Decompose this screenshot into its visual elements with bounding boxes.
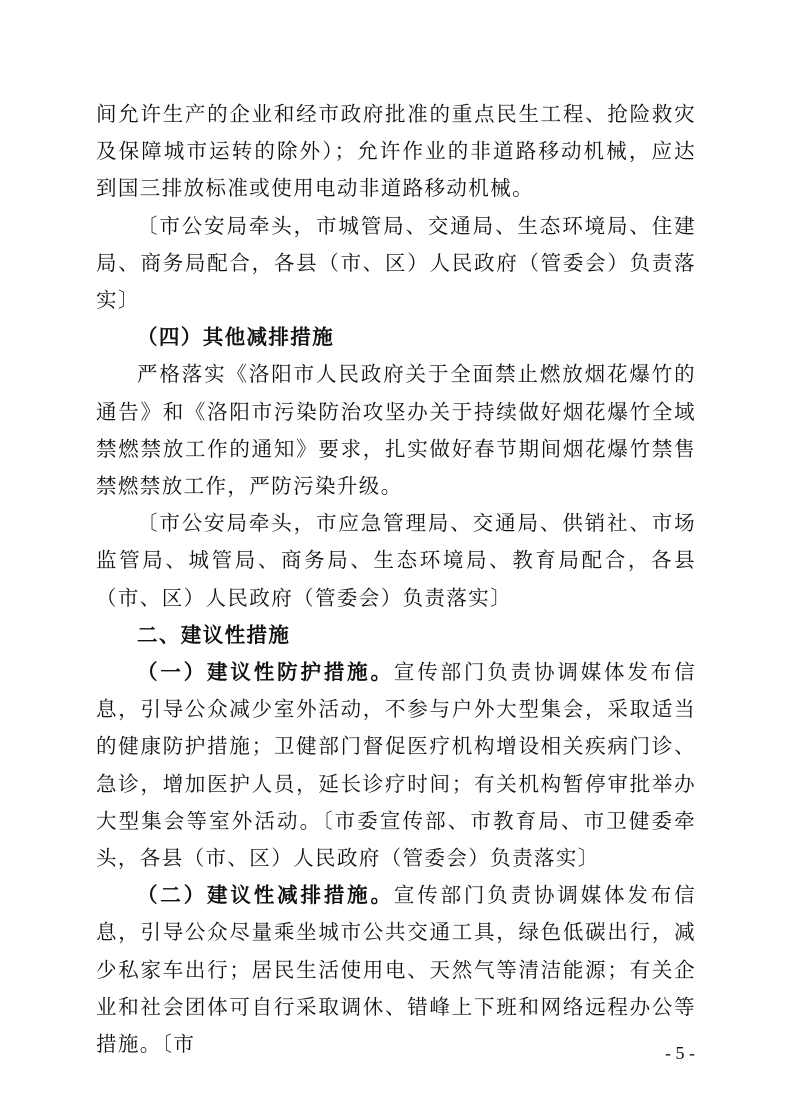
advisory-protection-lead: （一）建议性防护措施。 [137,660,394,685]
document-body [96,96,696,1063]
advisory-reduction-text: 宣传部门负责协调媒体发布信息，引导公众尽量乘坐城市公共交通工具，绿色低碳出行，减少私家车出行；居民生活使用电、天然气等清洁能源；有关企业和社会团体可自行采取调休、错峰上下班和网络远程办公等措施。〔市 [96,883,696,1057]
paragraph-advisory-reduction [96,877,696,1063]
paragraph-continuation: 间允许生产的企业和经市政府批准的重点民生工程、抢险救灾及保障城市运转的除外）；允许作业的非道路移动机械，应达到国三排放标准或使用电动非道路移动机械。 [96,102,696,201]
paragraph-responsibility-2: 〔市公安局牵头，市应急管理局、交通局、供销社、市场监管局、城管局、商务局、生态环境局、教育局配合，各县（市、区）人民政府（管委会）负责落实〕 [96,511,696,610]
paragraph-advisory-protection [96,654,696,877]
advisory-protection-text: 宣传部门负责协调媒体发布信息，引导公众减少室外活动，不参与户外大型集会，采取适当的健康防护措施；卫健部门督促医疗机构增设相关疾病门诊、急诊，增加医护人员，延长诊疗时间；有关机构暂停审批举办大型集会等室外活动。〔市委宣传部、市教育局、市卫健委牵头，各县（市、区）人民政府（管委会）负责落实〕 [96,660,696,871]
section-heading-other-measures: （四）其他减排措施 [137,325,335,350]
paragraph-responsibility-1: 〔市公安局牵头，市城管局、交通局、生态环境局、住建局、商务局配合，各县（市、区）人民政府（管委会）负责落实〕 [96,213,696,313]
section-heading-advisory-measures: 二、建议性措施 [137,622,291,647]
paragraph-fireworks-ban: 严格落实《洛阳市人民政府关于全面禁止燃放烟花爆竹的通告》和《洛阳市污染防治攻坚办关于持续做好烟花爆竹全域禁燃禁放工作的通知》要求，扎实做好春节期间烟花爆竹禁售禁燃禁放工作，严防污染升级。 [96,362,696,499]
advisory-reduction-lead: （二）建议性减排措施。 [137,883,394,908]
page-number: - 5 - [665,1043,695,1063]
